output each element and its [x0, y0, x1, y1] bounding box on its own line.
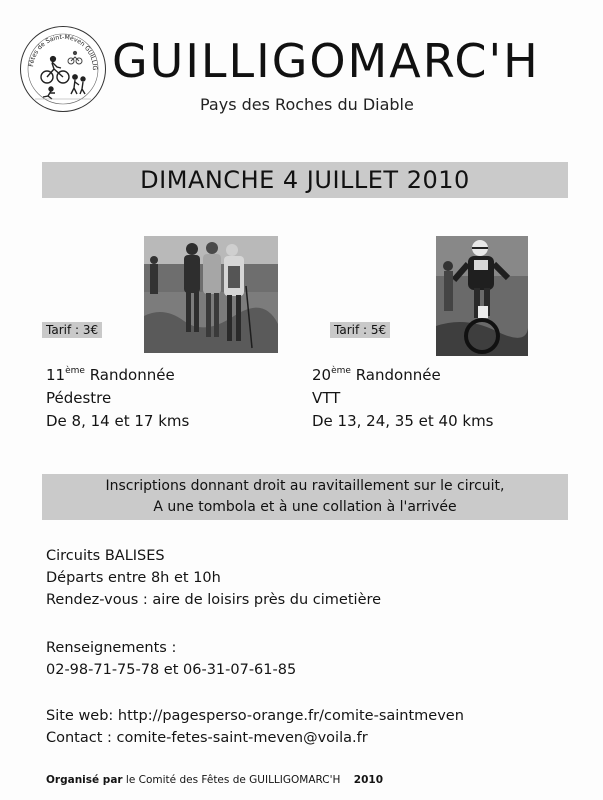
event-date: DIMANCHE 4 JUILLET 2010	[140, 166, 470, 194]
website-link[interactable]: Site web: http://pagesperso-orange.fr/comite-saintmeven	[46, 708, 464, 724]
online-contact	[46, 705, 464, 749]
contact-heading: Renseignements :	[46, 640, 177, 656]
hike-type: Pédestre	[46, 389, 112, 407]
email-link[interactable]: Contact : comite-fetes-saint-meven@voila.fr	[46, 730, 368, 746]
mountain-biker-image	[436, 236, 528, 356]
logo-graphic	[21, 27, 105, 111]
phone-numbers: 02-98-71-75-78 et 06-31-07-61-85	[46, 662, 297, 678]
cyclist-icon	[41, 57, 69, 83]
departure-times: Départs entre 8h et 10h	[46, 570, 221, 586]
contact-phones	[46, 637, 296, 681]
bike-details	[312, 364, 494, 433]
price-tag-hike: Tarif : 3€	[42, 322, 102, 338]
small-cyclist-icon	[68, 51, 82, 64]
bike-title	[312, 364, 494, 387]
runner-icon	[43, 87, 55, 99]
page-title: GUILLIGOMARC'H	[112, 34, 540, 88]
registration-info-line-1: Inscriptions donnant droit au ravitaillement sur le circuit,	[105, 478, 505, 494]
bike-distances: De 13, 24, 35 et 40 kms	[312, 412, 494, 430]
hike-ordinal: ème	[65, 366, 85, 376]
bike-title-text: Randonnée	[350, 366, 441, 384]
meeting-point: Rendez-vous : aire de loisirs près du cimetière	[46, 592, 382, 608]
hike-details	[46, 364, 189, 433]
footer-year: 2010	[353, 774, 384, 786]
hike-distances: De 8, 14 et 17 kms	[46, 412, 190, 430]
hike-edition-number: 11	[46, 366, 66, 384]
mountain-bike-photo	[436, 236, 528, 356]
registration-info-banner	[42, 474, 568, 520]
committee-logo	[20, 26, 106, 112]
page-subtitle: Pays des Roches du Diable	[200, 95, 414, 114]
registration-info-line-2: A une tombola et à une collation à l'arrivée	[153, 499, 457, 515]
circuits-marked: Circuits BALISES	[46, 548, 165, 564]
footer-text: le Comité des Fêtes de GUILLIGOMARC'H	[122, 774, 341, 786]
logo-ring-text: Fêtes de Saint-Méven GUILLIG	[28, 33, 99, 71]
walkers-icon	[71, 75, 85, 94]
circuit-details	[46, 545, 381, 611]
bike-edition-number: 20	[312, 366, 332, 384]
hike-title-text: Randonnée	[84, 366, 175, 384]
event-date-banner	[42, 162, 568, 198]
bike-ordinal: ème	[331, 366, 351, 376]
bike-type: VTT	[312, 389, 341, 407]
footer-prefix: Organisé par	[46, 774, 123, 786]
hiking-photo	[144, 236, 278, 353]
hikers-image	[144, 236, 278, 353]
price-tag-bike: Tarif : 5€	[330, 322, 390, 338]
hike-title	[46, 364, 189, 387]
svg-text:Fêtes de Saint-Méven GUILLIGOM	[21, 27, 98, 71]
organizer-footer	[46, 774, 383, 786]
